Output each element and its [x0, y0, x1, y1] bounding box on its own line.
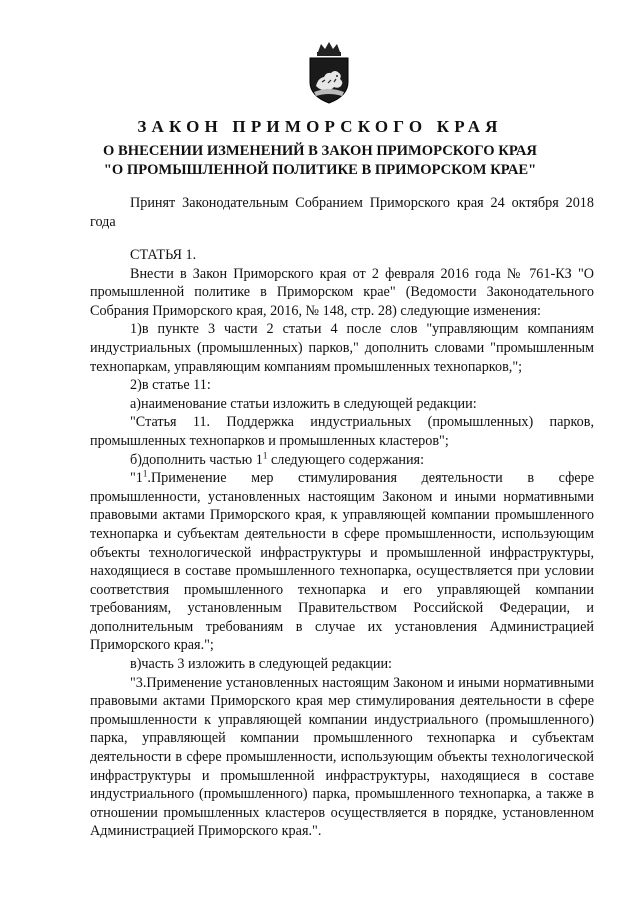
item-2a-text: "Статья 11. Поддержка индустриальных (промышленных) парков, промышленных технопарков и промышленных кластеров";: [90, 414, 594, 449]
article-intro: Внести в Закон Приморского края от 2 февраля 2016 года № 761-КЗ "О промышленной политике в Приморском крае" (Ведомости Законодательного Собрания Приморского края, 2016, № 148, стр. 28) следующие изменения:: [90, 265, 594, 319]
subtitle-line-1: О ВНЕСЕНИИ ИЗМЕНЕНИЙ В ЗАКОН ПРИМОРСКОГО КРАЯ: [103, 143, 537, 159]
article-heading: СТАТЬЯ 1.: [130, 247, 197, 263]
subtitle-line-2: "О ПРОМЫШЛЕННОЙ ПОЛИТИКЕ В ПРИМОРСКОМ КРАЕ": [103, 162, 537, 178]
primorsky-krai-coat-of-arms-icon: [304, 42, 354, 104]
item-2b-text-post: .Применение мер стимулирования деятельности в сфере промышленности, установленных настоящим Законом и иными нормативными правовыми актами Приморского края, к управляющей компании промышленного технопарка и субъектам деятельности в сфере промышленности, использующим объекты технологической инфраструктуры и промышленной инфраструктуры, находящиеся в составе промышленного технопарка, осуществляется при условии соответствия промышленного технопарка и его управляющей компании требованиям, установленным Правительством Российской Федерации, и дополнительным требованиям в случае их установления Администрацией Приморского края.";: [90, 470, 594, 654]
article-body: [90, 246, 594, 841]
item-2: 2)в статье 11:: [130, 377, 211, 394]
item-2c-text: "3.Применение установленных настоящим Законом и иными нормативными правовыми актами Приморского края мер стимулирования деятельности в сфере промышленности к управляющей компании индустриального (промышленного) парка, управляющей компании промышленного технопарка и субъектам деятельности в сфере промышленности, использующим объекты технологической инфраструктуры и промышленной инфраструктуры, находящиеся в составе индустриального (промышленного) парка, промышленного технопарка, а также в отношении промышленных кластеров осуществляется в порядке, установленном Администрацией Приморского края.".: [90, 674, 594, 840]
item-2b-text-sup: 1: [142, 468, 148, 479]
item-2b-pre: б)дополнить частью 1: [130, 451, 263, 468]
law-subtitle: [60, 142, 580, 180]
item-2b: [90, 451, 594, 470]
adoption-text: Принят Законодательным Собранием Приморского края 24 октября 2018 года: [90, 195, 594, 230]
item-2a: а)наименование статьи изложить в следующей редакции:: [130, 395, 477, 412]
item-2b-text-pre: "1: [130, 470, 143, 487]
item-2c: в)часть 3 изложить в следующей редакции:: [130, 656, 392, 673]
law-title: ЗАКОН ПРИМОРСКОГО КРАЯ: [137, 117, 503, 136]
item-1: 1)в пункте 3 части 2 статьи 4 после слов "управляющим компаниям индустриальных (промышленных) парков," дополнить словами "промышленным технопаркам, управляющим компаниям промышленных технопарков,";: [90, 321, 594, 375]
item-2b-sup: 1: [262, 449, 268, 460]
adoption-note: [90, 194, 594, 231]
item-2b-post: следующего содержания:: [267, 451, 425, 468]
item-2b-text: [90, 469, 594, 655]
